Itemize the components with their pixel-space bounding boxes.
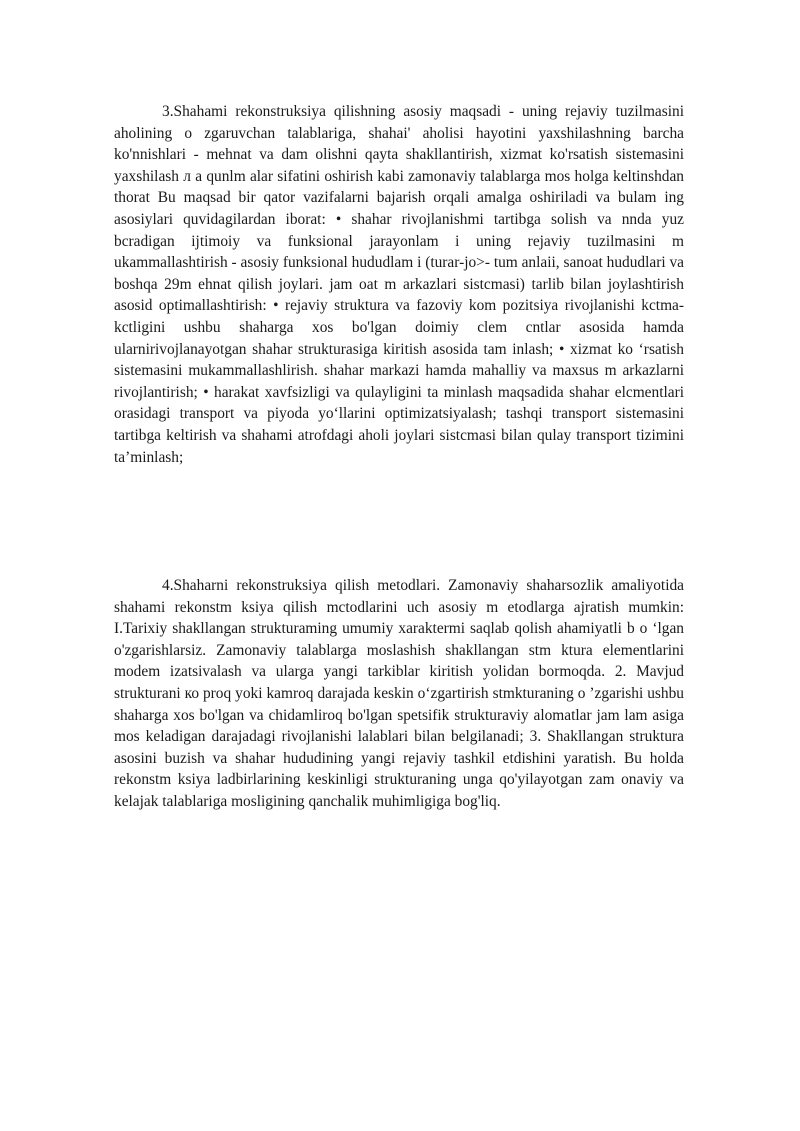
paragraph-reconstruction-goals: 3.Shahami rekonstruksiya qilishning asosiy maqsadi - uning rejaviy tuzilmasini aholining o zgaruvchan talablariga, shahai' aholisi hayotini yaxshilashning barcha ko'nnishlari - mehnat va dam olishni qayta shakllantirish, xizmat ko'rsatish sistemasini yaxshilash л a qunlm alar sifatini oshirish kabi zamonaviy talablarga mos holga keltinshdan thorat Bu maqsad bir qator vazifalarni bajarish orqali amalga oshiriladi va bulam ing asosiylari quvidagilardan iborat: • shahar rivojlanishmi tartibga solish va nnda yuz bcradigan ijtimoiy va funksional jarayonlam i uning rejaviy tuzilmasini m ukammallashtirish - asosiy funksional hududlam i (turar-jo>- tum anlaii, sanoat hududlari va boshqa 29m ehnat qilish joylari. jam oat m arkazlari sistcmasi) tarlib bilan joylashtirish asosid optimallashtirish: • rejaviy struktura va fazoviy kom pozitsiya rivojlanishi kctma-kctligini ushbu shaharga xos bo'lgan doimiy clem cntlar asosida hamda ularnirivojlanayotgan shahar strukturasiga kiritish asosida tam inlash; • xizmat ko ‘rsatish sistemasini mukammallashlirish. shahar markazi hamda mahalliy va maxsus m arkazlarni rivojlantirish; • harakat xavfsizligi va qulayligini ta minlash maqsadida shahar elcmentlari orasidagi transport va piyoda yo‘llarini optimizatsiyalash; tashqi transport sistemasini tartibga keltirish va shahami atrofdagi aholi joylari sistcmasi bilan qulay transport tizimini ta’minlash; bbox=[114, 103, 685, 466]
paragraph-reconstruction-methods: 4.Shaharni rekonstruksiya qilish metodlari. Zamonaviy shaharsozlik amaliyotida shahami rekonstm ksiya qilish mctodlarini uch asosiy m etodlarga ajratish mumkin: I.Tarixiy shakllangan strukturaming umumiy xaraktermi saqlab qolish ahamiyatli b o ‘lgan o'zgarishlarsiz. Zamonaviy talablarga moslashish shakllangan stm ktura elementlarini modem izatsivalash va ularga yangi tarkiblar kiritish yolidan bormoqda. 2. Mavjud strukturani ко proq yoki kamroq darajada keskin o‘zgartirish stmkturaning o ’zgarishi ushbu shaharga xos bo'lgan va chidamliroq bo'lgan spetsifik strukturaviy alomatlar jam lam asiga mos keladigan darajadagi rivojlanishi lalablari bilan belgilanadi; 3. Shakllangan struktura asosini buzish va shahar hududining yangi rejaviy tashkil etdishini yaratish. Bu holda rekonstm ksiya ladbirlarining keskinligi strukturaning unga qo'yilayotgan zam onaviy va kelajak talablariga mosligining qanchalik muhimligiga bog'liq. bbox=[114, 577, 684, 810]
